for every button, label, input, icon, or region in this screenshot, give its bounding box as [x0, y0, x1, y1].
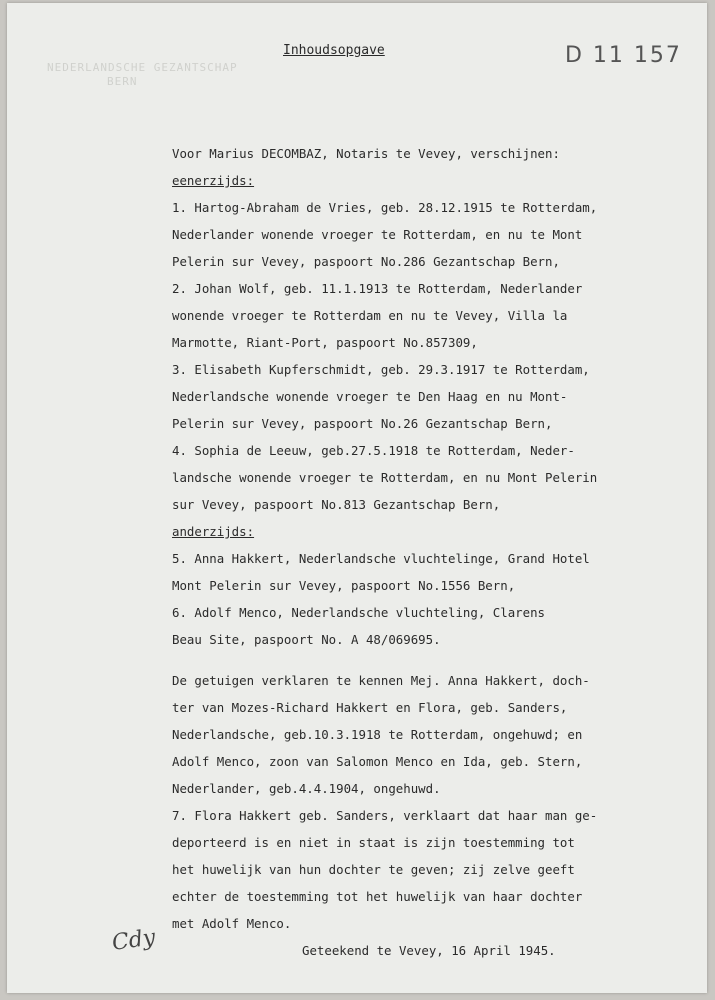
archive-reference: D 11 157	[565, 43, 682, 68]
text-line: 3. Elisabeth Kupferschmidt, geb. 29.3.1917 te Rotterdam,	[172, 362, 590, 377]
handwritten-initials: Cdy	[110, 925, 157, 956]
text-line: ter van Mozes-Richard Hakkert en Flora, geb. Sanders,	[172, 700, 568, 715]
faint-stamp	[47, 61, 238, 89]
text-line: wonende vroeger te Rotterdam en nu te Vevey, Villa la	[172, 308, 568, 323]
paragraph-gap	[172, 653, 667, 667]
text-line: met Adolf Menco.	[172, 916, 292, 931]
text-line: echter de toestemming tot het huwelijk van haar dochter	[172, 889, 583, 904]
section-heading: anderzijds:	[172, 524, 255, 539]
text-line: 5. Anna Hakkert, Nederlandsche vluchtelinge, Grand Hotel	[172, 551, 590, 566]
text-line: Nederlander wonende vroeger te Rotterdam, en nu te Mont	[172, 227, 583, 242]
text-line: Adolf Menco, zoon van Salomon Menco en Ida, geb. Stern,	[172, 754, 583, 769]
text-line: Beau Site, paspoort No. A 48/069695.	[172, 632, 441, 647]
text-line: sur Vevey, paspoort No.813 Gezantschap Bern,	[172, 497, 501, 512]
document-body	[172, 140, 667, 964]
text-line: Pelerin sur Vevey, paspoort No.286 Gezantschap Bern,	[172, 254, 560, 269]
text-line: 7. Flora Hakkert geb. Sanders, verklaart dat haar man ge-	[172, 808, 598, 823]
text-line: Nederlander, geb.4.4.1904, ongehuwd.	[172, 781, 441, 796]
text-line: het huwelijk van hun dochter te geven; zij zelve geeft	[172, 862, 575, 877]
stamp-line: BERN	[107, 75, 138, 88]
text-line: De getuigen verklaren te kennen Mej. Anna Hakkert, doch-	[172, 673, 590, 688]
text-line: 1. Hartog-Abraham de Vries, geb. 28.12.1915 te Rotterdam,	[172, 200, 598, 215]
text-line: Nederlandsche, geb.10.3.1918 te Rotterdam, ongehuwd; en	[172, 727, 583, 742]
stamp-line: NEDERLANDSCHE GEZANTSCHAP	[47, 61, 238, 74]
text-line: Pelerin sur Vevey, paspoort No.26 Gezantschap Bern,	[172, 416, 553, 431]
text-line: 6. Adolf Menco, Nederlandsche vluchteling, Clarens	[172, 605, 545, 620]
signature-line: Geteekend te Vevey, 16 April 1945.	[302, 943, 556, 958]
text-line: Marmotte, Riant-Port, paspoort No.857309,	[172, 335, 478, 350]
document-title: Inhoudsopgave	[283, 43, 385, 58]
text-line: deporteerd is en niet in staat is zijn toestemming tot	[172, 835, 575, 850]
text-line: Mont Pelerin sur Vevey, paspoort No.1556 Bern,	[172, 578, 516, 593]
text-line: 2. Johan Wolf, geb. 11.1.1913 te Rotterdam, Nederlander	[172, 281, 583, 296]
text-line: 4. Sophia de Leeuw, geb.27.5.1918 te Rotterdam, Neder-	[172, 443, 575, 458]
text-line: Nederlandsche wonende vroeger te Den Haag en nu Mont-	[172, 389, 568, 404]
intro-line: Voor Marius DECOMBAZ, Notaris te Vevey, verschijnen:	[172, 146, 560, 161]
section-heading: eenerzijds:	[172, 173, 255, 188]
document-page	[7, 3, 707, 993]
text-line: landsche wonende vroeger te Rotterdam, en nu Mont Pelerin	[172, 470, 598, 485]
